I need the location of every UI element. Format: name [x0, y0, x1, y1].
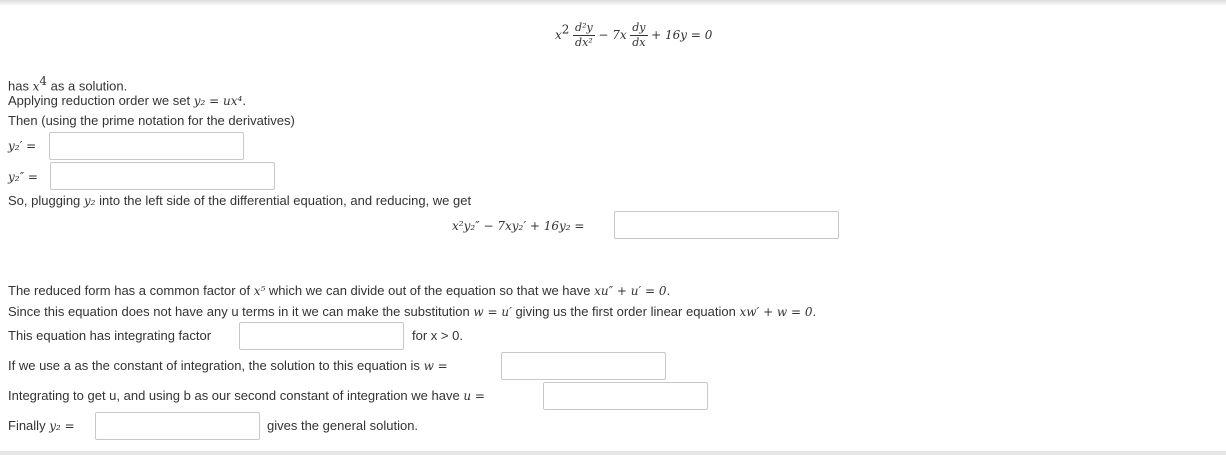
equation-tail: + 16y = 0: [651, 27, 713, 42]
fraction-denominator: dx: [632, 36, 646, 49]
applying-dot: .: [242, 93, 246, 108]
has-power: 4: [39, 74, 48, 88]
fraction-denominator: dx²: [575, 36, 593, 49]
first-derivative-fraction: [630, 22, 647, 49]
plugging-expression: [452, 218, 584, 234]
integrating-factor-label: This equation has integrating factor: [8, 328, 212, 343]
main-equation: [555, 22, 712, 49]
y2-double-prime-label: [8, 169, 38, 185]
y2-double-prime-math: y₂″ =: [8, 170, 38, 184]
reduced-form-line: [8, 283, 670, 299]
final-math: y₂ =: [49, 419, 75, 433]
y2-prime-input[interactable]: [49, 132, 244, 160]
has-solution-line: [8, 73, 127, 94]
solution-w-line: [8, 358, 448, 374]
has-prefix: has: [8, 78, 29, 94]
substitution-p1-math: w = u′: [473, 305, 512, 319]
fraction-numerator: dy: [632, 21, 646, 34]
reduced-p1-math: x⁵: [253, 284, 266, 298]
integrating-factor-input[interactable]: [239, 322, 404, 350]
equation-middle-term: − 7x: [598, 27, 627, 42]
y2-prime-math: y₂′ =: [8, 139, 37, 153]
applying-math: y₂ = ux⁴: [193, 94, 243, 108]
y2-prime-label: [8, 138, 36, 154]
final-y2-input[interactable]: [95, 412, 260, 440]
applying-line: [8, 93, 246, 109]
solution-u-math: u =: [463, 389, 485, 403]
reduced-dot: .: [666, 283, 671, 298]
fraction-numerator: d²y: [575, 21, 593, 34]
substitution-p1: Since this equation does not have any u terms in it we can make the substitution: [8, 304, 470, 319]
equation-coef-power: 2: [561, 22, 570, 37]
applying-text: Applying reduction order we set: [8, 93, 191, 108]
final-suffix: gives the general solution.: [267, 418, 419, 433]
y2-double-prime-input[interactable]: [50, 162, 275, 190]
then-line: Then (using the prime notation for the derivatives): [8, 113, 295, 128]
solution-w-input[interactable]: [501, 352, 666, 380]
plugging-after: into the left side of the differential equation, and reducing, we get: [99, 193, 472, 208]
second-derivative-fraction: [573, 22, 595, 49]
reduced-p2: which we can divide out of the equation so that we have: [268, 283, 591, 298]
integrating-factor-suffix: for x > 0.: [412, 328, 463, 343]
solution-u-input[interactable]: [543, 382, 708, 410]
reduced-expression-input[interactable]: [614, 211, 839, 239]
plugging-var: y₂: [83, 194, 96, 208]
plugging-line: [8, 193, 471, 209]
bottom-divider: [0, 451, 1226, 455]
plugging-before: So, plugging: [8, 193, 81, 208]
solution-w-math: w =: [423, 359, 448, 373]
solution-u-line: [8, 388, 485, 404]
has-suffix: as a solution.: [50, 78, 128, 94]
final-line: [8, 418, 75, 434]
reduced-p2-math: xu″ + u′ = 0: [594, 284, 667, 298]
equation-coef: x: [555, 27, 562, 42]
substitution-p2: giving us the first order linear equation: [515, 304, 736, 319]
plugging-expression-math: x²y₂″ − 7xy₂′ + 16y₂ =: [452, 219, 585, 233]
substitution-line: [8, 304, 816, 320]
solution-w-label: If we use a as the constant of integration, the solution to this equation is: [8, 358, 420, 373]
has-var: x: [32, 79, 40, 94]
reduced-p1: The reduced form has a common factor of: [8, 283, 251, 298]
substitution-dot: .: [812, 304, 817, 319]
solution-u-label: Integrating to get u, and using b as our second constant of integration we have: [8, 388, 460, 403]
top-fade: [0, 0, 1226, 6]
final-label: Finally: [8, 418, 46, 433]
substitution-p2-math: xw′ + w = 0: [739, 305, 813, 319]
